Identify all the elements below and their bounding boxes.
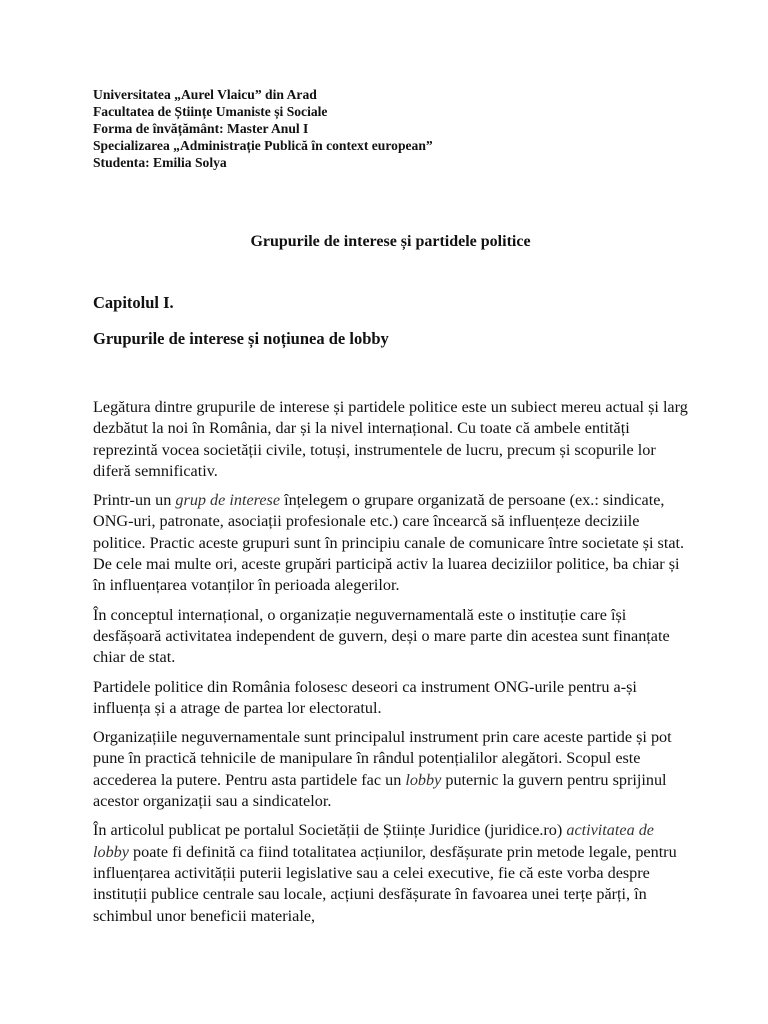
document-header bbox=[93, 86, 688, 171]
paragraph-3-text: În conceptul internațional, o organizație neguvernamentală este o instituție care își desfășoară activitatea independent de guvern, deși o mare parte din acestea sunt finanțate chiar de stat. bbox=[93, 605, 670, 667]
document-title: Grupurile de interese și partidele politice bbox=[250, 233, 531, 250]
paragraph-1-text: Legătura dintre grupurile de interese și partidele politice este un subiect mereu actual și larg dezbătut la noi în România, dar și la nivel internațional. Cu toate că ambele entități reprezintă vocea societății civile, totuși, instrumentele de lucru, precum și scopurile lor diferă semnificativ. bbox=[93, 398, 688, 480]
paragraph-5-emphasis: lobby bbox=[405, 770, 442, 789]
specialization: Specializarea „Administrație Publică în context european” bbox=[93, 138, 433, 153]
paragraph-4-text: Partidele politice din România folosesc deseori ca instrument ONG-urile pentru a-și influența și a atrage de partea lor electoratul. bbox=[93, 677, 637, 717]
paragraph-2-text-after: înțelegem o grupare organizată de persoane (ex.: sindicate, ONG-uri, patronate, asociații profesionale etc.) care încearcă să influențeze deciziile politice. Practic aceste grupuri sunt în principiu canale de comunicare între societate și stat. De cele mai multe ori, aceste grupări participă activ la luarea deciziilor politice, ba chiar și în influențarea votanților în perioada alegerilor. bbox=[93, 491, 685, 595]
paragraph-5-text-before: Organizațiile neguvernamentale sunt principalul instrument prin care aceste partide și pot pune în practică tehnicile de manipulare în rândul potențialilor alegători. Scopul este accederea la putere. Pentru asta partidele fac un bbox=[93, 728, 672, 789]
paragraph-2-text-before: Printr-un un bbox=[93, 491, 176, 510]
paragraph-2-emphasis: grup de interese bbox=[175, 491, 281, 510]
faculty-name: Facultatea de Științe Umaniste și Sociale bbox=[93, 104, 328, 119]
study-form: Forma de învățământ: Master Anul I bbox=[93, 121, 309, 136]
paragraph-6-text-before: În articolul publicat pe portalul Societății de Științe Juridice (juridice.ro) bbox=[93, 821, 567, 840]
paragraph-5 bbox=[93, 727, 688, 812]
paragraph-5-text-after: puternic la guvern pentru sprijinul acestor organizații sau a sindicatelor. bbox=[93, 770, 667, 811]
paragraph-3 bbox=[93, 605, 688, 669]
section-heading: Grupurile de interese și noțiunea de lobby bbox=[93, 329, 389, 348]
university-name: Universitatea „Aurel Vlaicu” din Arad bbox=[93, 87, 317, 102]
paragraph-1 bbox=[93, 397, 688, 482]
paragraph-6-emphasis: activitatea de lobby bbox=[93, 821, 654, 861]
paragraph-4 bbox=[93, 677, 688, 720]
paragraph-6-text-after: poate fi definită ca fiind totalitatea acțiunilor, desfășurate prin metode legale, pentru influențarea activității puterii legislative sau a celei executive, fie că este vorba despre instituții publice centrale sau locale, acțiuni desfășurate în favoarea unei terțe părți, în schimbul unor beneficii materiale, bbox=[93, 842, 677, 925]
paragraph-2 bbox=[93, 490, 688, 596]
chapter-heading: Capitolul I. bbox=[93, 293, 174, 312]
student-name: Studenta: Emilia Solya bbox=[93, 155, 227, 170]
paragraph-6 bbox=[93, 820, 688, 926]
